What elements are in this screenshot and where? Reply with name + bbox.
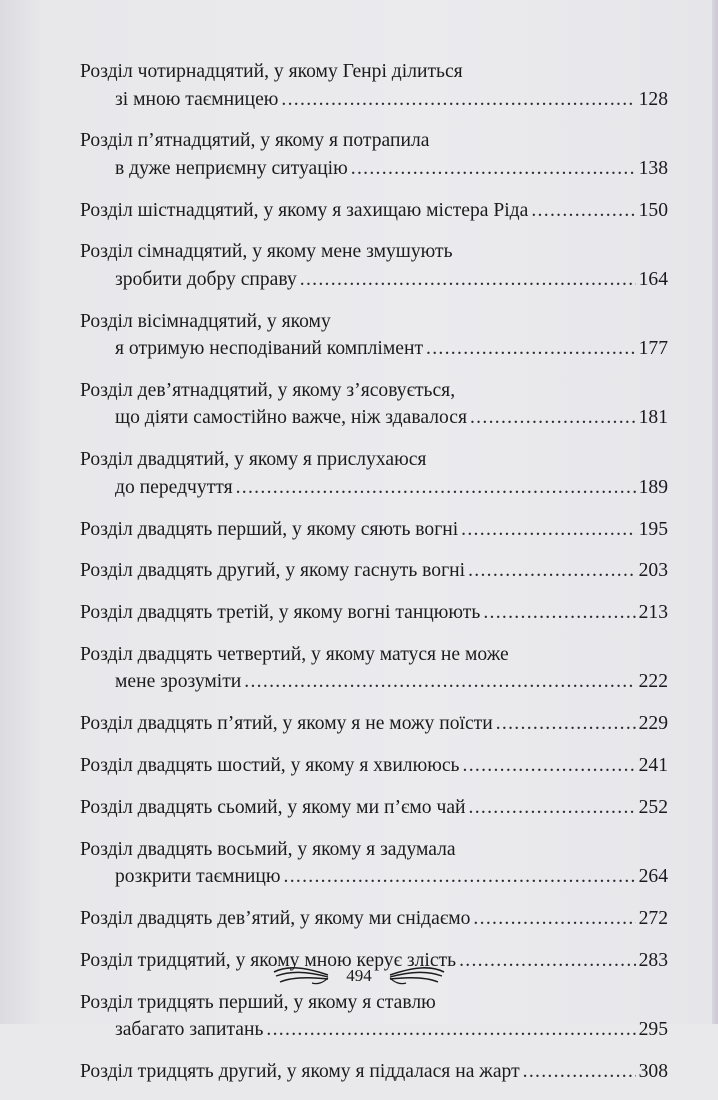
- dot-leader: [281, 86, 635, 114]
- toc-entry-title: Розділ двадцять п’ятий, у якому я не можу поїсти: [80, 713, 493, 735]
- toc-entry: [80, 599, 668, 627]
- toc-entry: [80, 836, 668, 891]
- toc-entry-title: Розділ двадцять шостий, у якому я хвилююсь: [80, 755, 460, 777]
- toc-entry: [80, 752, 668, 780]
- dot-leader: [300, 266, 636, 294]
- toc-entry-title: Розділ двадцять сьомий, у якому ми п’ємо чай: [80, 796, 466, 818]
- toc-entry: [80, 127, 668, 182]
- toc-entry-title: Розділ шістнадцятий, у якому я захищаю містера Ріда: [80, 199, 529, 221]
- toc-entry: [80, 989, 668, 1044]
- toc-entry-line: [80, 335, 668, 363]
- toc-entry-line: [80, 599, 668, 627]
- toc-entry-title-continuation: мене зрозуміти: [115, 671, 242, 693]
- toc-entry-title-continuation: забагато запитань: [115, 1019, 264, 1041]
- dot-leader: [468, 557, 636, 585]
- toc-entry-title: Розділ двадцять другий, у якому гаснуть вогні: [80, 560, 466, 582]
- toc-page-number: 203: [638, 560, 668, 582]
- toc-entry-title: Розділ тридцятий, у якому мною керує злість: [80, 949, 457, 971]
- dot-leader: [236, 474, 636, 502]
- toc-entry: [80, 641, 668, 696]
- toc-entry-title: Розділ двадцять перший, у якому сяють вогні: [80, 518, 459, 540]
- toc-entry-line: [80, 86, 668, 114]
- toc-page-number: 181: [638, 407, 668, 429]
- dot-leader: [463, 752, 636, 780]
- toc-page-number: 138: [638, 157, 668, 179]
- toc-entry-title: Розділ сімнадцятий, у якому мене змушують: [80, 241, 453, 263]
- toc-entry: [80, 1058, 668, 1086]
- toc-page-number: 177: [638, 338, 668, 360]
- toc-entry-title: Розділ двадцятий, у якому я прислухаюся: [80, 449, 427, 471]
- toc-entry-line: [80, 794, 668, 822]
- toc-entry-title: Розділ тридцять перший, у якому я ставлю: [80, 991, 436, 1013]
- dot-leader: [426, 335, 636, 363]
- toc-entry-line: [80, 863, 668, 891]
- dot-leader: [470, 404, 636, 432]
- toc-page-number: 222: [638, 671, 668, 693]
- toc-entry-title-continuation: зробити добру справу: [115, 268, 297, 290]
- toc-entry-line: [80, 1016, 668, 1044]
- toc-entry-title-continuation: до передчуття: [115, 476, 233, 498]
- toc-entry: [80, 197, 668, 225]
- toc-page-number: 272: [638, 907, 668, 929]
- toc-page-number: 164: [638, 268, 668, 290]
- dot-leader: [469, 794, 636, 822]
- toc-entry: [80, 58, 668, 113]
- toc-entry-line: [80, 668, 668, 696]
- toc-entry-line: [80, 155, 668, 183]
- dot-leader: [483, 599, 635, 627]
- dot-leader: [473, 905, 635, 933]
- page-number: 494: [346, 966, 372, 985]
- toc-entry-line: [80, 905, 668, 933]
- toc-entry: [80, 557, 668, 585]
- toc-entry: [80, 794, 668, 822]
- toc-entry: [80, 377, 668, 432]
- toc-entry-title: Розділ вісімнадцятий, у якому: [80, 310, 331, 332]
- toc-entry: [80, 516, 668, 544]
- toc-entry-line: [80, 474, 668, 502]
- toc-entry-title: Розділ двадцять третій, у якому вогні танцюють: [80, 602, 481, 624]
- flourish-right-icon: [388, 966, 446, 986]
- toc-entry-line: [80, 404, 668, 432]
- toc-entry-title-continuation: зі мною таємницею: [115, 88, 279, 110]
- toc-entry-title: Розділ двадцять четвертий, у якому матуся не може: [80, 643, 509, 665]
- toc-entry-line: [80, 266, 668, 294]
- toc-page-number: 128: [638, 88, 668, 110]
- toc-page-number: 252: [638, 796, 668, 818]
- dot-leader: [244, 668, 635, 696]
- toc-entry-title-continuation: в дуже неприємну ситуацію: [115, 157, 348, 179]
- toc-entry-line: [80, 197, 668, 225]
- toc-page-number: 195: [638, 518, 668, 540]
- toc-page-number: 283: [638, 949, 668, 971]
- flourish-left-icon: [272, 966, 330, 986]
- page-edge: [712, 0, 718, 1024]
- dot-leader: [461, 516, 635, 544]
- toc-entry-title: Розділ тридцять другий, у якому я піддалася на жарт: [80, 1060, 520, 1082]
- dot-leader: [523, 1058, 636, 1086]
- page-footer: [0, 966, 718, 986]
- toc-entry-title: Розділ двадцять дев’ятий, у якому ми снідаємо: [80, 907, 471, 929]
- toc-entry: [80, 710, 668, 738]
- dot-leader: [266, 1016, 635, 1044]
- dot-leader: [351, 155, 636, 183]
- toc-entry-title: Розділ дев’ятнадцятий, у якому з’ясовується,: [80, 379, 456, 401]
- toc-page-number: 189: [638, 476, 668, 498]
- toc-entry-title-continuation: розкрити таємницю: [115, 866, 281, 888]
- toc-page-number: 229: [638, 713, 668, 735]
- toc-entry-title: Розділ двадцять восьмий, у якому я задумала: [80, 838, 456, 860]
- dot-leader: [531, 197, 635, 225]
- toc-entry-title: Розділ чотирнадцятий, у якому Генрі ділиться: [80, 61, 463, 82]
- toc-page-number: 150: [638, 199, 668, 221]
- toc-page-number: 295: [638, 1019, 668, 1041]
- toc-entry-line: [80, 1058, 668, 1086]
- toc-entry-line: [80, 516, 668, 544]
- toc-page-number: 213: [638, 602, 668, 624]
- toc-entry: [80, 238, 668, 293]
- toc-entry-line: [80, 752, 668, 780]
- toc-page-number: 308: [638, 1060, 668, 1082]
- toc-page-number: 241: [638, 755, 668, 777]
- table-of-contents: [80, 58, 668, 1100]
- toc-entry: [80, 446, 668, 501]
- toc-entry-line: [80, 710, 668, 738]
- dot-leader: [284, 863, 636, 891]
- toc-entry-title: Розділ п’ятнадцятий, у якому я потрапила: [80, 130, 430, 152]
- toc-entry: [80, 308, 668, 363]
- dot-leader: [496, 710, 636, 738]
- toc-entry: [80, 905, 668, 933]
- toc-entry-title-continuation: я отримую несподіваний комплімент: [115, 338, 424, 360]
- toc-entry-title-continuation: що діяти самостійно важче, ніж здавалося: [115, 407, 467, 429]
- toc-page-number: 264: [638, 866, 668, 888]
- toc-entry-line: [80, 557, 668, 585]
